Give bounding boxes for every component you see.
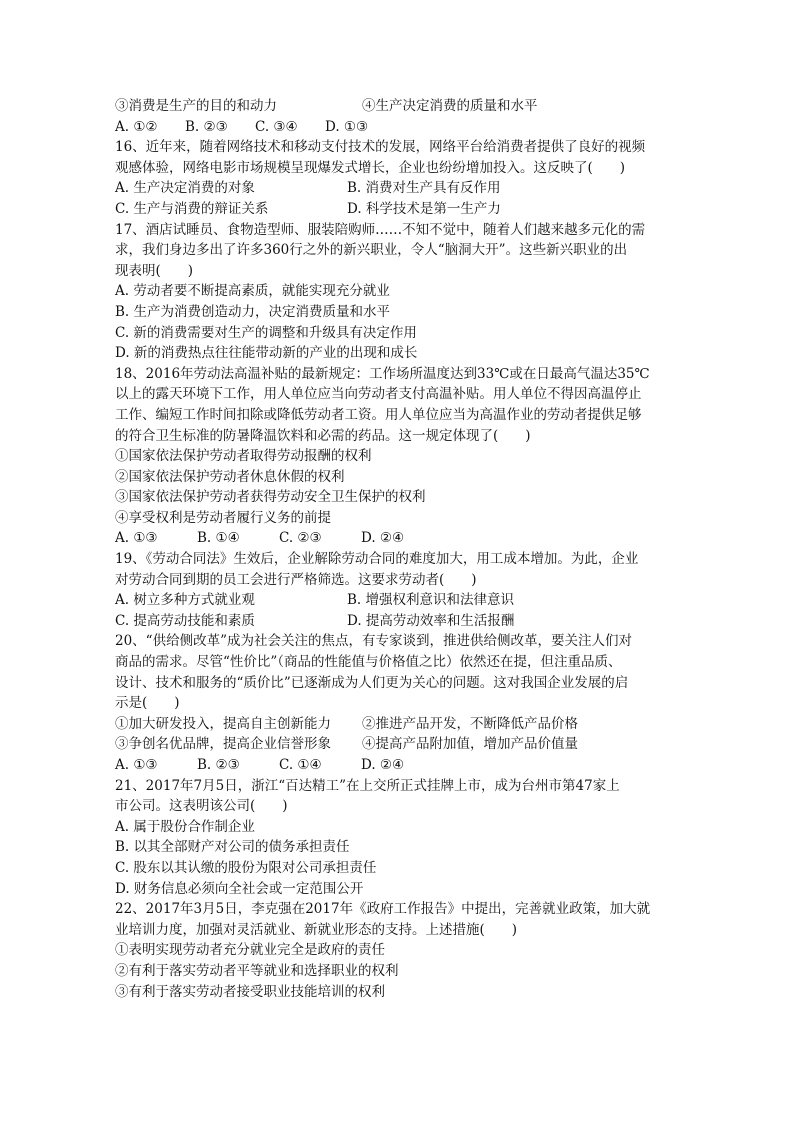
q16-option-a: A. 生产决定消费的对象: [115, 180, 255, 197]
q18-item-2: ②国家依法保护劳动者休息休假的权利: [115, 468, 345, 485]
q18-stem-line: 以上的露天环境下工作，用人单位应当向劳动者支付高温补贴。用人单位不得因高温停止: [115, 386, 642, 403]
q18-choice-c: C. ②③: [279, 530, 322, 547]
q19-option-a: A. 树立多种方式就业观: [115, 592, 255, 609]
top-items-row: [115, 96, 687, 117]
q20-choice-d: D. ②④: [361, 757, 405, 773]
q21-stem-line: 市公司。这表明该公司( ): [115, 798, 288, 815]
q21-option-c: C. 股东以其认缴的股份为限对公司承担责任: [115, 859, 377, 876]
q17-stem-line: 求，我们身边多出了许多360行之外的新兴职业，令人“脑洞大开”。这些新兴职业的出: [115, 242, 628, 259]
top-item-4: ④生产决定消费的质量和水平: [362, 98, 538, 114]
q18-item-4: ④享受权利是劳动者履行义务的前提: [115, 509, 331, 526]
q20-item-3: ③争创名优品牌，提高企业信誉形象: [115, 736, 331, 753]
q17-option-b: B. 生产为消费创造动力，决定消费质量和水平: [115, 303, 391, 320]
q18-choice-b: B. ①④: [197, 530, 240, 547]
q21-option-b: B. 以其全部财产对公司的债务承担责任: [115, 839, 350, 856]
q22-item-1: ①表明实现劳动者充分就业完全是政府的责任: [115, 942, 385, 959]
q19-stem-line: 对劳动合同到期的员工会进行严格筛选。这要求劳动者( ): [115, 571, 477, 588]
q20-item-1: ①加大研发投入，提高自主创新能力: [115, 715, 331, 732]
q20-items-row: [115, 714, 687, 735]
choice-c: C. ③④: [255, 118, 298, 135]
q18-stem-line: 18、2016年劳动法高温补贴的最新规定：工作场所温度达到33℃或在日最高气温达35℃: [115, 365, 650, 382]
q22-item-2: ②有利于落实劳动者平等就业和选择职业的权利: [115, 962, 399, 979]
q18-choice-d: D. ②④: [361, 530, 405, 547]
q21-stem-line: 21、2017年7月5日，浙江“百达精工”在上交所正式挂牌上市，成为台州市第47家上: [115, 777, 620, 794]
top-choices-row: [115, 117, 687, 138]
q18-item-3: ③国家依法保护劳动者获得劳动安全卫生保护的权利: [115, 489, 426, 506]
q17-stem-line: 现表明( ): [115, 262, 194, 279]
q16-stem-line: 16、近年来，随着网络技术和移动支付技术的发展，网络平台给消费者提供了良好的视频: [115, 139, 646, 156]
q18-stem-line: 工作、编短工作时间扣除或降低劳动者工资。用人单位应当为高温作业的劳动者提供足够: [115, 406, 642, 423]
q17-stem-line: 17、酒店试睡员、食物造型师、服装陪购师……不知不觉中，随着人们越来越多元化的需: [115, 221, 646, 238]
q19-option-b: B. 增强权利意识和法律意识: [347, 592, 515, 609]
question-sheet: [115, 96, 687, 1002]
q21-option-a: A. 属于股份合作制企业: [115, 818, 255, 835]
q20-item-4: ④提高产品附加值，增加产品价值量: [362, 736, 578, 753]
q16-options-row: [115, 178, 687, 199]
q16-options-row: [115, 199, 687, 220]
q17-option-c: C. 新的消费需要对生产的调整和升级具有决定作用: [115, 324, 417, 341]
q20-stem-line: 示是( ): [115, 695, 180, 712]
q19-option-c: C. 提高劳动技能和素质: [115, 612, 255, 629]
q20-choices-row: [115, 755, 687, 776]
q18-choice-a: A. ①③: [115, 530, 158, 547]
q18-item-1: ①国家依法保护劳动者取得劳动报酬的权利: [115, 448, 372, 465]
q22-item-3: ③有利于落实劳动者接受职业技能培训的权利: [115, 983, 385, 1000]
q18-choices-row: [115, 528, 687, 549]
q16-option-c: C. 生产与消费的辩证关系: [115, 200, 269, 217]
q20-items-row: [115, 734, 687, 755]
q16-stem-line: 观感体验，网络电影市场规模呈现爆发式增长，企业也纷纷增加投入。这反映了( ): [115, 159, 626, 176]
q19-stem-line: 19、《劳动合同法》生效后，企业解除劳动合同的难度加大，用工成本增加。为此，企业: [115, 551, 639, 568]
q20-stem-line: 设计、技术和服务的“质价比”已逐渐成为人们更为关心的问题。这对我国企业发展的启: [115, 674, 629, 691]
q17-option-a: A. 劳动者要不断提高素质，就能实现充分就业: [115, 283, 390, 300]
q19-options-row: [115, 611, 687, 632]
q20-choice-c: C. ①④: [279, 757, 322, 773]
q17-option-d: D. 新的消费热点往往能带动新的产业的出现和成长: [115, 345, 418, 362]
choice-b: B. ②③: [185, 118, 228, 135]
q21-option-d: D. 财务信息必须向全社会或一定范围公开: [115, 880, 364, 897]
q18-stem-line: 的符合卫生标准的防暑降温饮料和必需的药品。这一规定体现了( ): [115, 427, 531, 444]
choice-a: A. ①②: [115, 118, 158, 135]
q20-stem-line: 20、“供给侧改革”成为社会关注的焦点，有专家谈到，推进供给侧改革，要关注人们对: [115, 633, 632, 650]
q19-option-d: D. 提高劳动效率和生活报酬: [347, 612, 515, 629]
q20-choice-b: B. ②③: [197, 757, 240, 773]
q20-stem-line: 商品的需求。尽管“性价比”（商品的性能值与价格值之比）依然还在提，但注重品质、: [115, 654, 622, 671]
q22-stem-line: 业培训力度，加强对灵活就业、新就业形态的支持。上述措施( ): [115, 921, 518, 938]
choice-d: D. ①③: [325, 118, 369, 135]
q20-item-2: ②推进产品开发，不断降低产品价格: [362, 715, 578, 732]
q16-option-d: D. 科学技术是第一生产力: [347, 200, 501, 217]
top-item-3: ③消费是生产的目的和动力: [115, 98, 277, 114]
q20-choice-a: A. ①③: [115, 757, 158, 773]
q16-option-b: B. 消费对生产具有反作用: [347, 180, 501, 197]
q22-stem-line: 22、2017年3月5日，李克强在2017年《政府工作报告》中提出，完善就业政策，加大就: [115, 901, 651, 918]
q19-options-row: [115, 590, 687, 611]
